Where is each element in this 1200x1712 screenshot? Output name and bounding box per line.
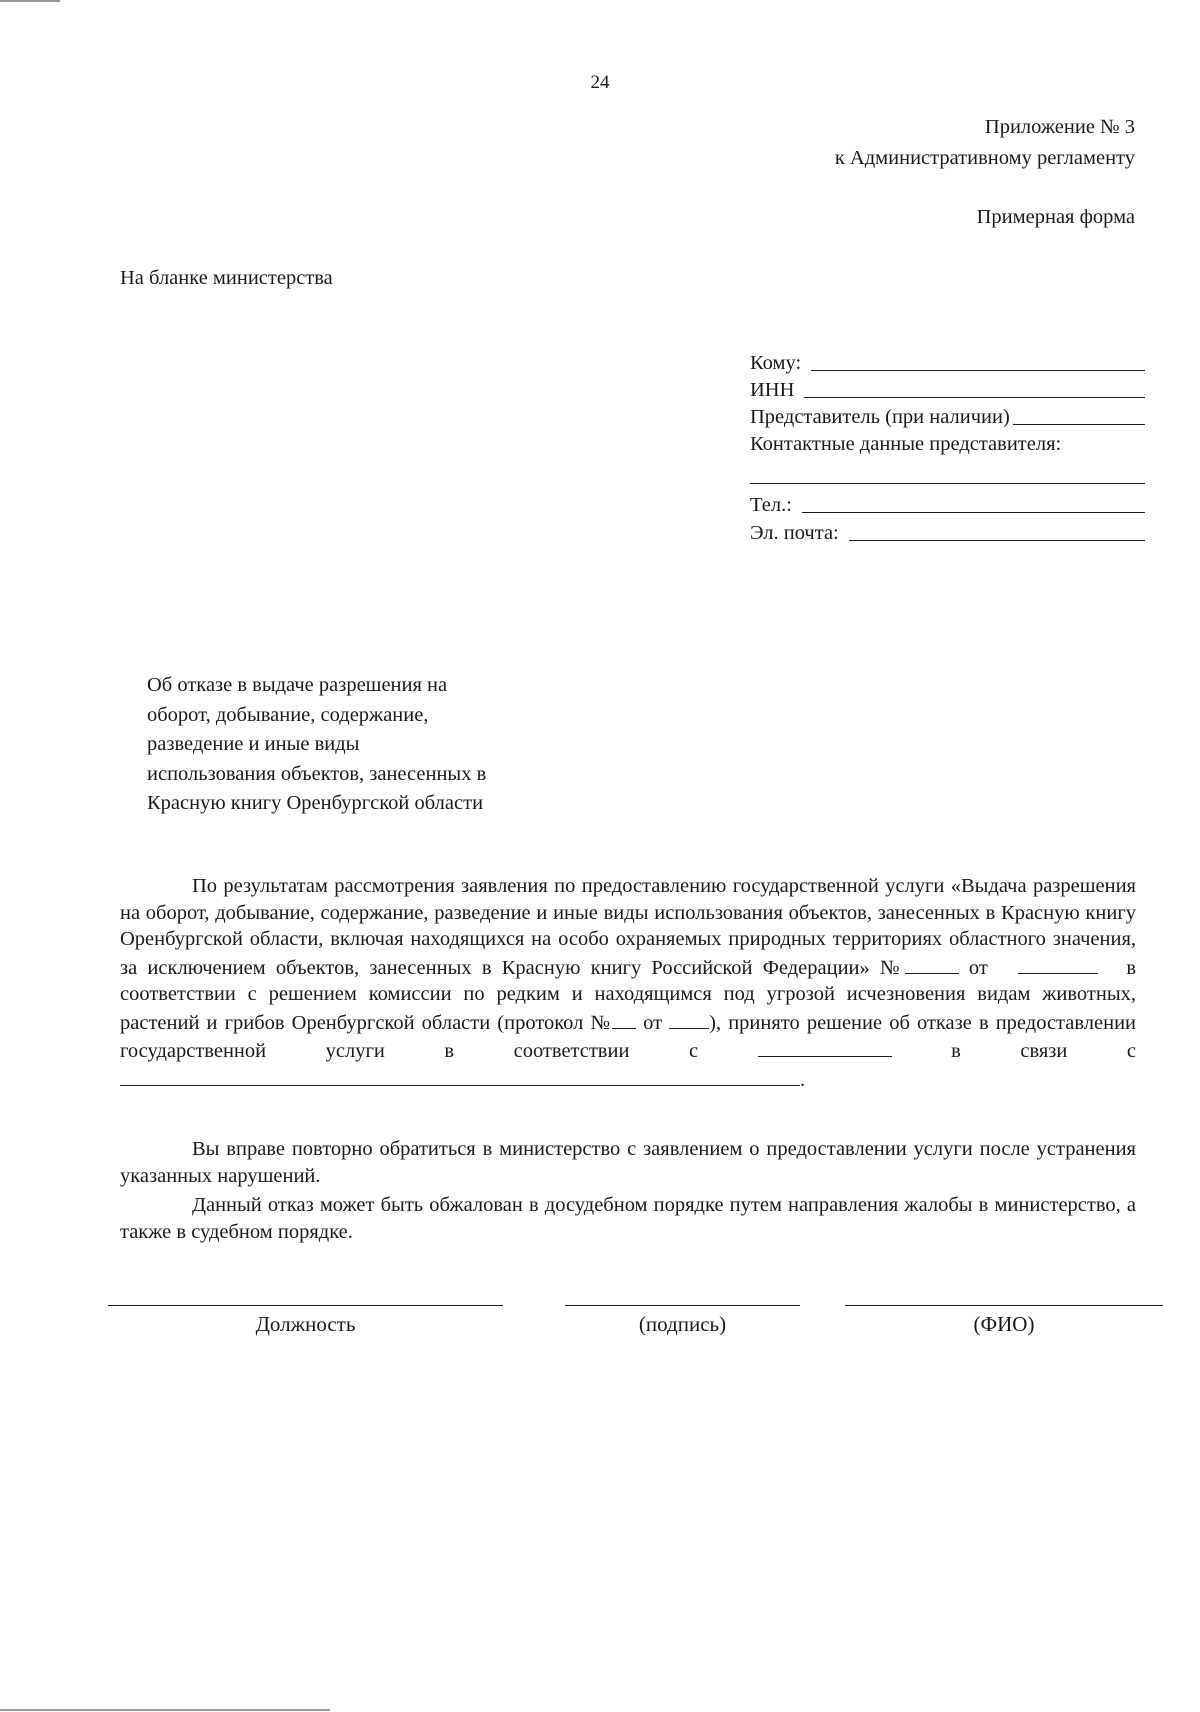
body-paragraph-2: Вы вправе повторно обратиться в министерство с заявлением о предоставлении услуги после устранения указанных нарушений. xyxy=(120,1138,1136,1187)
recipient-inn-field[interactable] xyxy=(804,377,1145,398)
recipient-representative-row xyxy=(750,404,1145,431)
recipient-to-label: Кому: xyxy=(750,352,802,374)
recipient-inn-row xyxy=(750,377,1145,404)
subject-line: разведение и иные виды xyxy=(147,733,360,755)
body-text: ), принято решение об отказе в предоставлении государственной услуги в соответствии с xyxy=(120,1011,1137,1062)
body-text: в соответствии с решением комиссии по редким и находящимся под угрозой исчезновения видам животных, растений и грибов Оренбургской области (протокол № xyxy=(120,956,1137,1034)
form-type-label: Примерная форма xyxy=(976,206,1135,228)
signature-line[interactable] xyxy=(565,1305,800,1306)
letterhead-note: На бланке министерства xyxy=(120,267,333,289)
body-paragraph-3: Данный отказ может быть обжалован в досудебном порядке путем направления жалобы в министерство, а также в судебном порядке. xyxy=(120,1194,1136,1243)
recipient-inn-label: ИНН xyxy=(750,379,795,401)
body-text: от xyxy=(968,956,988,979)
signature-label: (подпись) xyxy=(638,1312,727,1336)
application-number-field[interactable] xyxy=(905,953,959,974)
protocol-date-field[interactable] xyxy=(669,1008,709,1029)
protocol-number-field[interactable] xyxy=(612,1008,636,1029)
subject-line: использования объектов, занесенных в xyxy=(147,762,487,785)
body-text: По результатам рассмотрения заявления по предоставлению государственной услуги «Выдача разрешения на оборот, добывание, содержание, разведение и иные виды использования объектов, занесенных в Красную книгу Оренбургской области, включая находящихся на особо охраняемых природных территориях областного значения, за исключением объектов, занесенных в Красную книгу Российской Федерации» № xyxy=(120,875,1136,979)
recipient-email-row xyxy=(750,520,1145,547)
subject-line: Об отказе в выдаче разрешения на xyxy=(147,674,448,696)
recipient-representative-field[interactable] xyxy=(1013,404,1145,425)
name-signature-line[interactable] xyxy=(845,1305,1163,1306)
body-text: от xyxy=(643,1011,663,1034)
recipient-email-field[interactable] xyxy=(849,520,1145,541)
document-subject xyxy=(147,671,486,819)
recipient-to-field[interactable] xyxy=(811,350,1145,371)
application-date-field[interactable] xyxy=(1018,953,1098,974)
appendix-line-2: к Административному регламенту xyxy=(834,147,1135,169)
body-paragraph-1: По результатам рассмотрения заявления по предоставлению государственной услуги «Выдача разрешения на оборот, добывание, содержание, разведение и иные виды использования объектов, занесенных в Красную книгу Оренбургской области, включая находящихся на особо охраняемых природных территориях областного значения, за исключением объектов, занесенных в Красную книгу Российской Федерации» № от в соответствии с решением комиссии по редким и находящимся под угрозой исчезновения видам животных, растений и грибов Оренбургской области (протокол № от ), принято решение об отказе в предоставлении государственной услуги в соответствии с в связи с. xyxy=(120,875,1137,1091)
recipient-phone-field[interactable] xyxy=(802,492,1145,513)
scan-edge-mark xyxy=(0,0,60,2)
recipient-contact-label: Контактные данные представителя: xyxy=(750,433,1062,455)
page-number: 24 xyxy=(590,72,610,93)
reason-field[interactable] xyxy=(120,1065,800,1086)
body-text: в связи с xyxy=(951,1040,1137,1062)
recipient-to-row xyxy=(750,350,1145,377)
recipient-phone-row xyxy=(750,492,1145,519)
recipient-phone-label: Тел.: xyxy=(750,494,792,516)
position-signature-line[interactable] xyxy=(108,1305,503,1306)
recipient-representative-label: Представитель (при наличии) xyxy=(750,406,1010,428)
subject-line: оборот, добывание, содержание, xyxy=(147,703,429,726)
subject-line: Красную книгу Оренбургской области xyxy=(147,792,484,814)
appendix-line-1: Приложение № 3 xyxy=(984,116,1135,138)
recipient-email-label: Эл. почта: xyxy=(750,522,839,544)
recipient-contact-field[interactable] xyxy=(750,483,1145,484)
name-label: (ФИО) xyxy=(973,1312,1035,1336)
legal-basis-field[interactable] xyxy=(758,1036,892,1057)
scan-edge-mark xyxy=(0,1709,330,1711)
position-label: Должность xyxy=(255,1312,356,1336)
